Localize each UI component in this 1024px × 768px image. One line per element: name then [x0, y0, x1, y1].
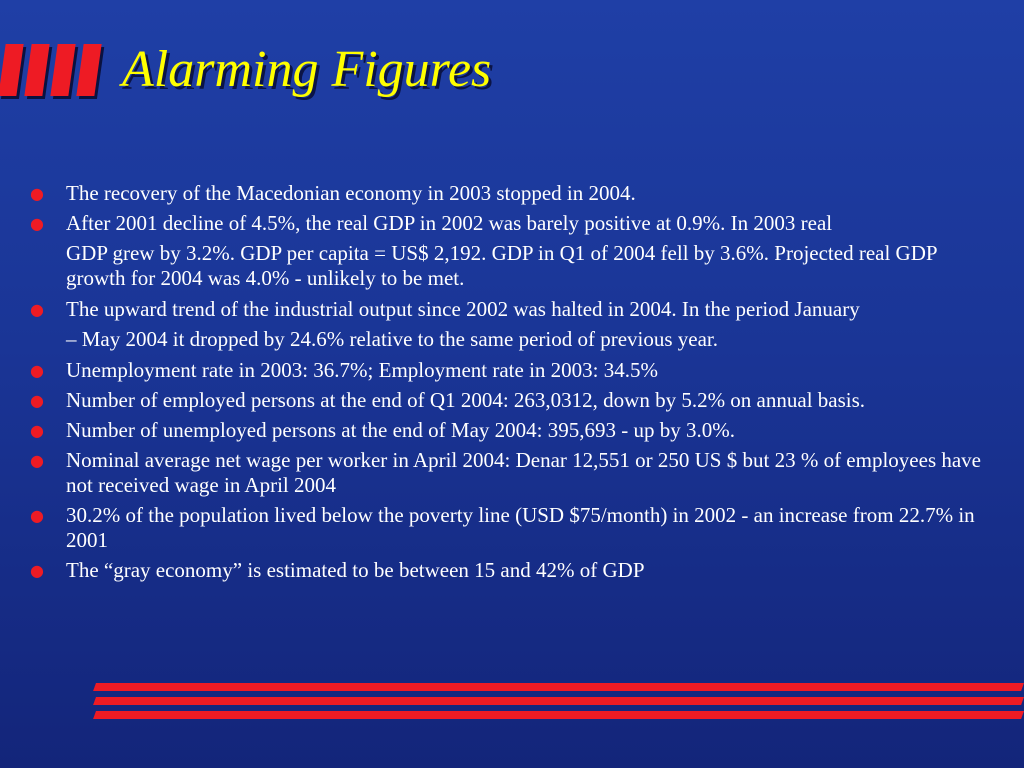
logo-bar [76, 44, 101, 96]
bullet-item [28, 558, 988, 583]
slide-title: Alarming Figures [122, 41, 492, 98]
bullet-dot-icon: ● [30, 214, 44, 233]
bullet-list [28, 181, 988, 588]
bullet-dot-icon: ● [30, 300, 44, 319]
bullet-item [28, 388, 988, 413]
logo-bars [0, 44, 110, 96]
bullet-text: The recovery of the Macedonian economy in 2003 stopped in 2004. [66, 181, 636, 205]
logo-bar [24, 44, 49, 96]
bullet-text: Number of unemployed persons at the end of May 2004: 395,693 - up by 3.0%. [66, 418, 735, 442]
bullet-dot-icon: ● [30, 361, 44, 380]
stripe [93, 683, 1024, 691]
bullet-dot-icon: ● [30, 184, 44, 203]
bullet-item [28, 297, 988, 322]
bullet-dot-icon: ● [30, 391, 44, 410]
bullet-item [28, 503, 988, 553]
stripe [93, 711, 1024, 719]
bullet-continuation: – May 2004 it dropped by 24.6% relative to the same period of previous year. [66, 327, 719, 351]
bullet-dot-icon: ● [30, 506, 44, 525]
bullet-text: The upward trend of the industrial output since 2002 was halted in 2004. In the period January [66, 297, 860, 321]
bullet-item [28, 448, 988, 498]
bullet-item [28, 358, 988, 383]
logo-bar [50, 44, 75, 96]
logo-bar [0, 44, 24, 96]
bullet-dot-icon: ● [30, 451, 44, 470]
bullet-text: Unemployment rate in 2003: 36.7%; Employment rate in 2003: 34.5% [66, 358, 658, 382]
bullet-item [28, 181, 988, 206]
decorative-stripes [96, 683, 1024, 721]
bullet-dot-icon: ● [30, 421, 44, 440]
bullet-text: 30.2% of the population lived below the poverty line (USD $75/month) in 2002 - an increase from 22.7% in 2001 [66, 503, 975, 552]
bullet-continuation: GDP grew by 3.2%. GDP per capita = US$ 2,192. GDP in Q1 of 2004 fell by 3.6%. Projected real GDP growth for 2004 was 4.0% - unlikely to be met. [66, 241, 937, 290]
bullet-text: The “gray economy” is estimated to be between 15 and 42% of GDP [66, 558, 645, 582]
bullet-text: Nominal average net wage per worker in April 2004: Denar 12,551 or 250 US $ but 23 % of employees have not received wage in April 2004 [66, 448, 982, 497]
stripe [93, 697, 1024, 705]
bullet-item [28, 211, 988, 236]
bullet-item [28, 418, 988, 443]
bullet-text: After 2001 decline of 4.5%, the real GDP in 2002 was barely positive at 0.9%. In 2003 real [66, 211, 833, 235]
bullet-text: Number of employed persons at the end of Q1 2004: 263,0312, down by 5.2% on annual basis. [66, 388, 866, 412]
bullet-dot-icon: ● [30, 561, 44, 580]
